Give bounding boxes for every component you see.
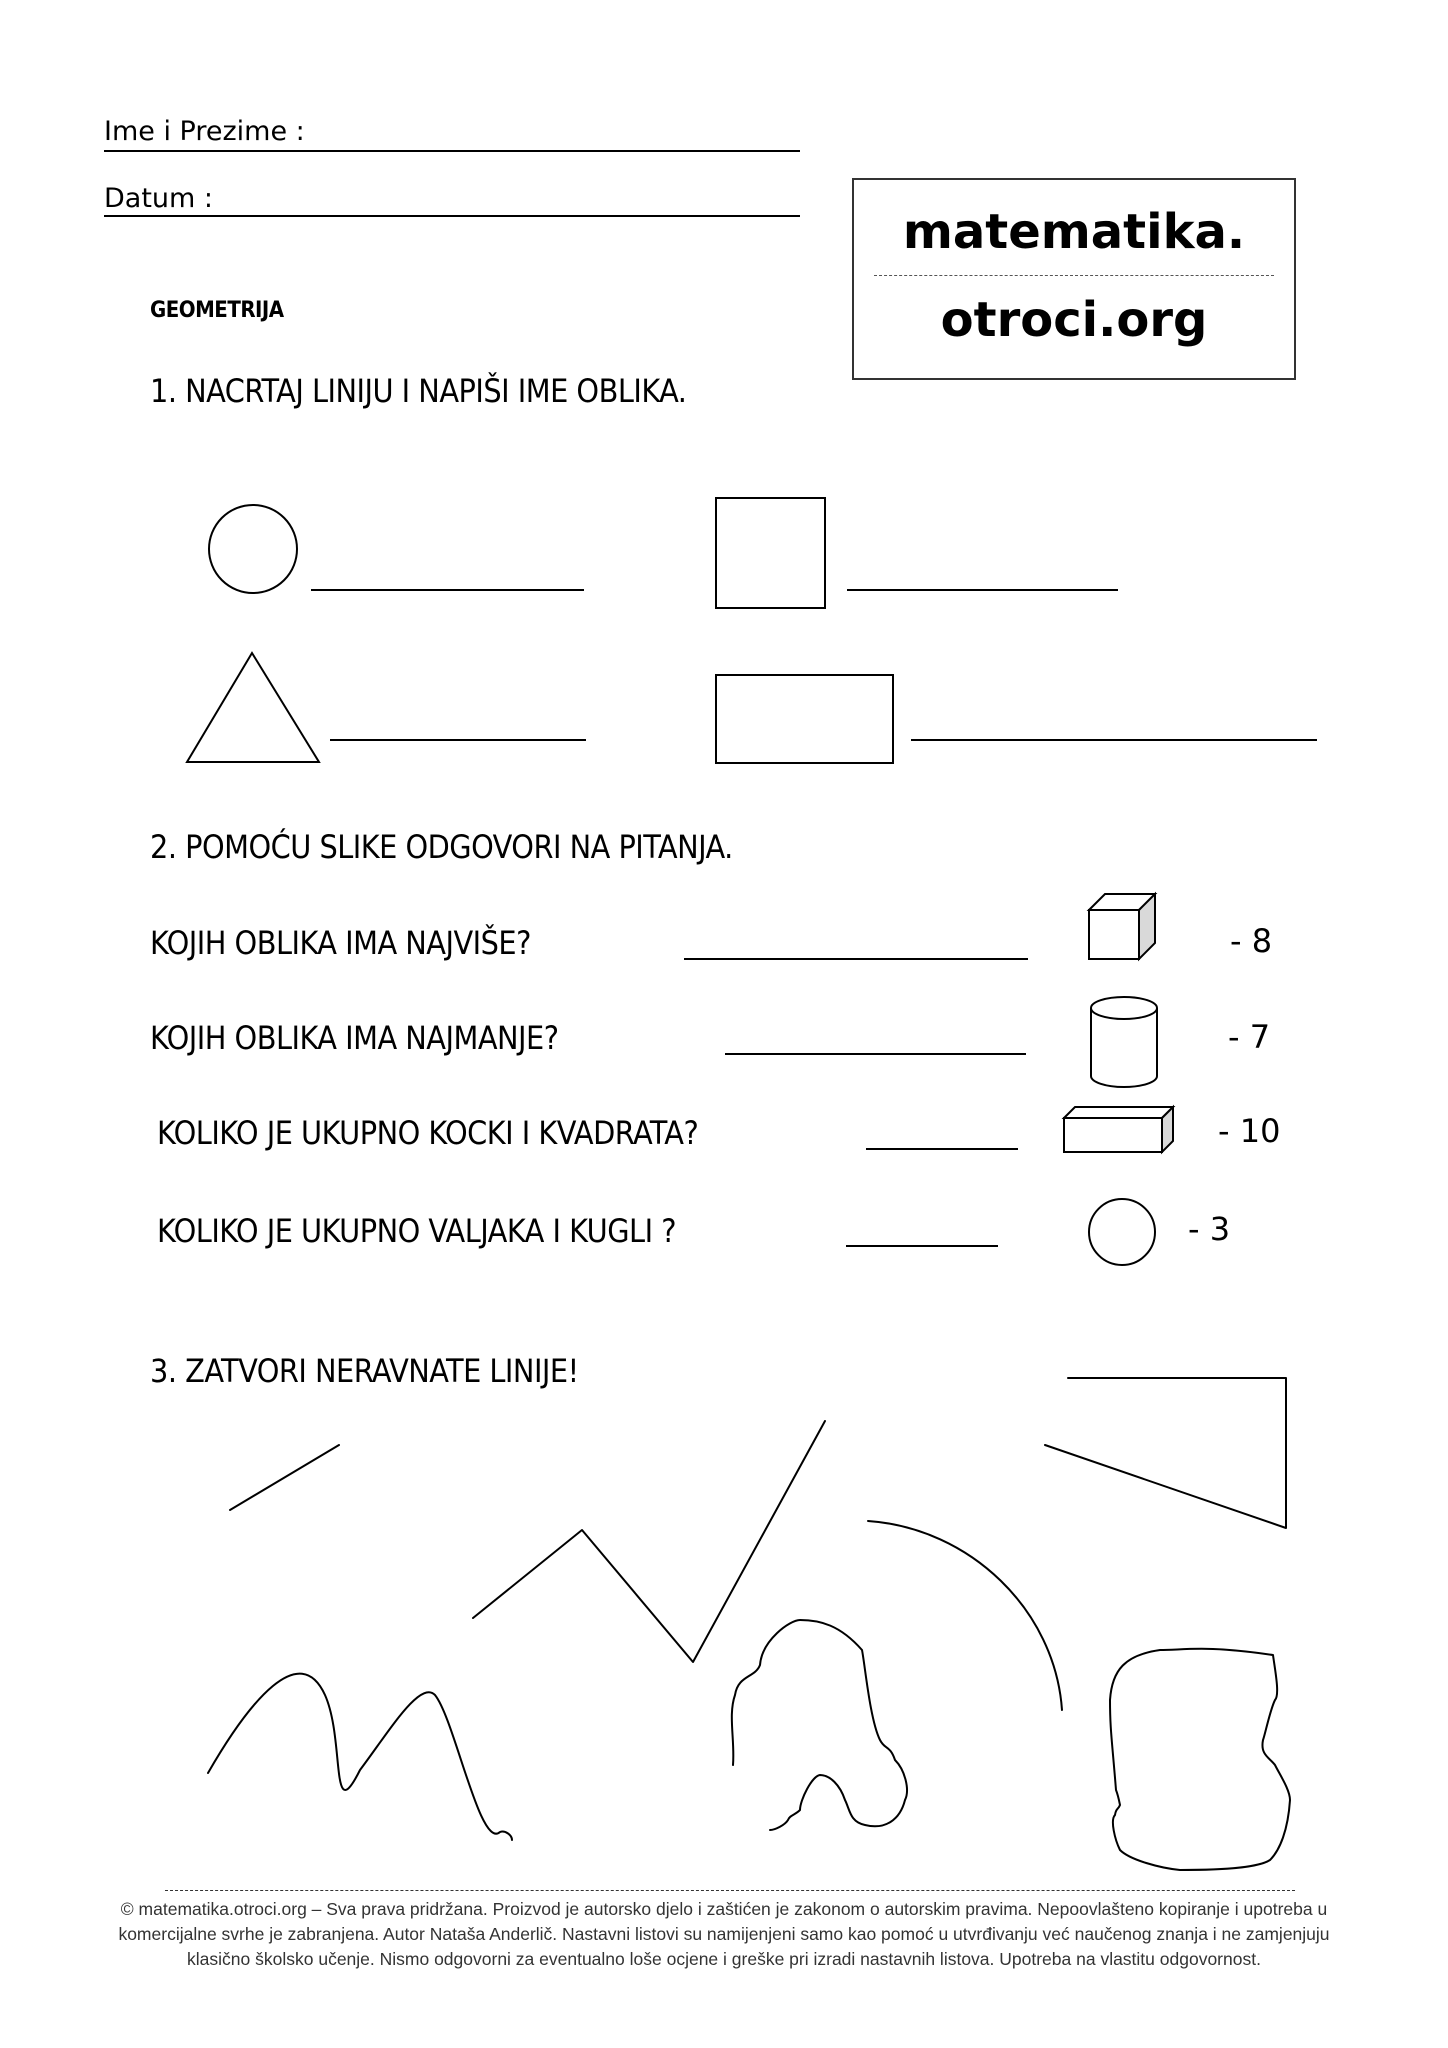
question-3: KOLIKO JE UKUPNO KOCKI I KVADRATA? <box>157 1114 699 1152</box>
task1-title: 1. NACRTAJ LINIJU I NAPIŠI IME OBLIKA. <box>150 372 687 410</box>
sphere-count: - 3 <box>1188 1210 1231 1248</box>
logo-line-1: matematika. <box>902 204 1246 260</box>
footer-line-3: klasično školsko učenje. Nismo odgovorni za eventualno loše ocjene i greške pri izradi nastavnih listova. Upotreba na vlastitu odgovornost. <box>187 1949 1261 1969</box>
task3-title: 3. ZATVORI NERAVNATE LINIJE! <box>150 1352 579 1390</box>
footer-line-2: komercijalne svrhe je zabranjena. Autor Nataša Anderlič. Nastavni listovi su namijenjeni samo kao pomoć u utvrđivanju već naučenog znanja i ne zamjenjuju <box>118 1924 1330 1944</box>
logo-line-2: otroci.org <box>940 292 1208 348</box>
footer-divider <box>165 1890 1295 1891</box>
cube-count: - 8 <box>1230 922 1273 960</box>
task2-title: 2. POMOĆU SLIKE ODGOVORI NA PITANJA. <box>150 828 733 866</box>
question-4: KOLIKO JE UKUPNO VALJAKA I KUGLI ? <box>157 1212 676 1250</box>
footer-line-1: © matematika.otroci.org – Sva prava pridržana. Proizvod je autorsko djelo i zaštićen je zakonom o autorskim pravima. Nepoovlašteno kopiranje i upotreba u <box>120 1899 1328 1919</box>
question-1: KOJIH OBLIKA IMA NAJVIŠE? <box>150 924 531 962</box>
question-2: KOJIH OBLIKA IMA NAJMANJE? <box>150 1019 559 1057</box>
name-label: Ime i Prezime : <box>104 116 305 147</box>
cylinder-count: - 7 <box>1228 1018 1271 1056</box>
subject-heading: GEOMETRIJA <box>150 298 284 323</box>
cuboid-count: - 10 <box>1218 1112 1281 1150</box>
date-label: Datum : <box>104 183 214 214</box>
